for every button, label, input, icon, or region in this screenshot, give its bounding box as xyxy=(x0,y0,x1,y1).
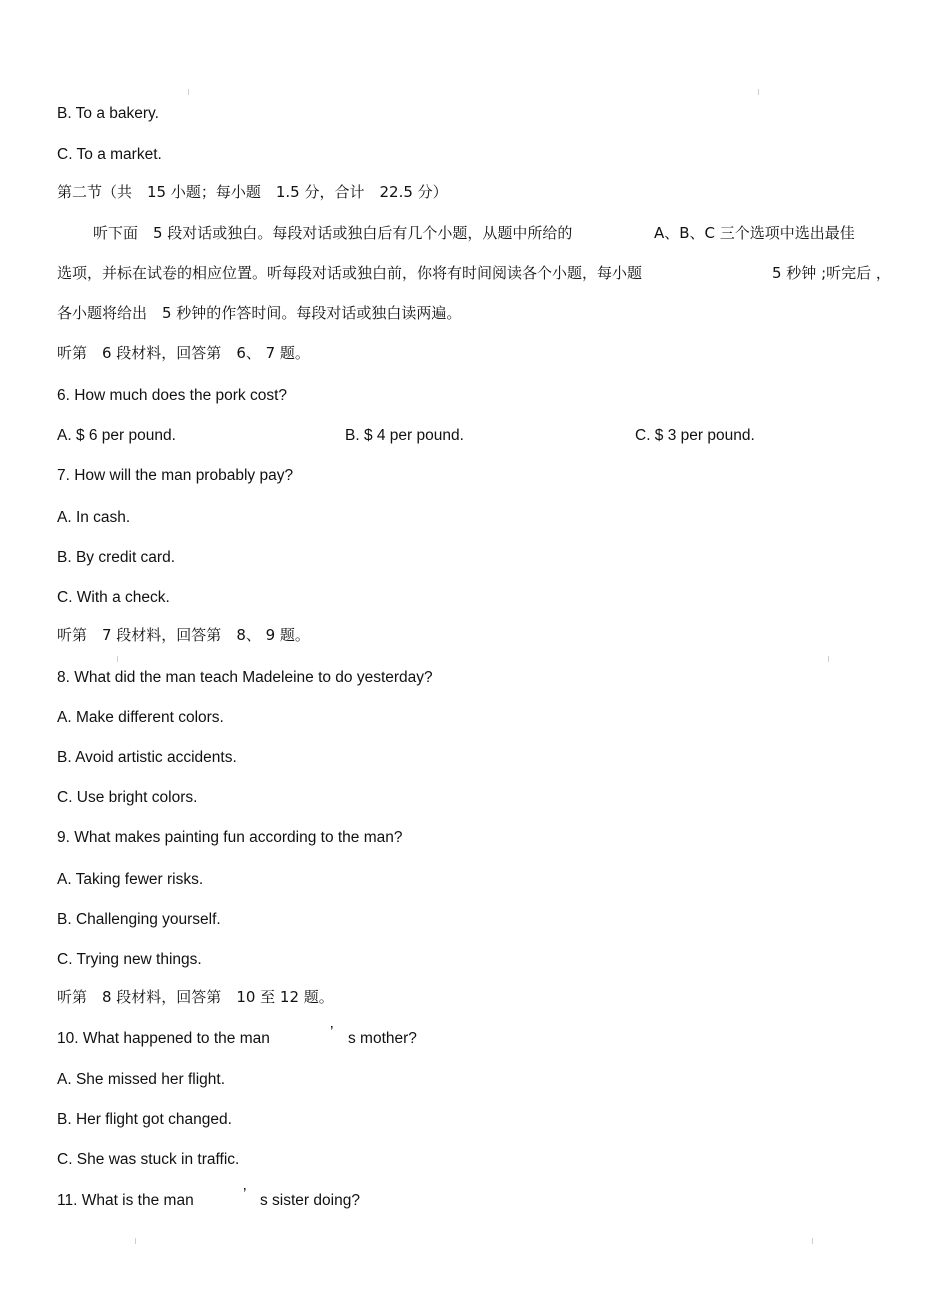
scan-mark xyxy=(117,656,118,662)
question-text: s sister doing? xyxy=(260,1192,360,1209)
option-text: B. To a bakery. xyxy=(57,105,159,122)
option-text: C. With a check. xyxy=(57,589,170,606)
scan-mark xyxy=(828,656,829,662)
instructions-text: 选项，并标在试卷的相应位置。听每段对话或独白前，你将有时间阅读各个小题，每小题 xyxy=(57,264,643,282)
option-text: C. $ 3 per pound. xyxy=(635,427,755,444)
question-text: 8. What did the man teach Madeleine to do yesterday? xyxy=(57,669,433,686)
instructions-text: 各小题将给出 5 秒钟的作答时间。每段对话或独白读两遍。 xyxy=(57,304,462,322)
question-text: s mother? xyxy=(348,1030,417,1047)
option-text: B. Challenging yourself. xyxy=(57,911,221,928)
option-text: A. $ 6 per pound. xyxy=(57,427,176,444)
option-text: B. $ 4 per pound. xyxy=(345,427,464,444)
scan-mark xyxy=(188,89,189,95)
question-text: 10. What happened to the man xyxy=(57,1030,270,1047)
material-heading: 听第 6 段材料，回答第 6、 7 题。 xyxy=(57,344,310,362)
scan-mark xyxy=(758,89,759,95)
apostrophe: ’ xyxy=(243,1186,247,1203)
scan-mark xyxy=(812,1238,813,1244)
scan-mark xyxy=(135,1238,136,1244)
material-heading: 听第 8 段材料，回答第 10 至 12 题。 xyxy=(57,988,334,1006)
option-text: C. To a market. xyxy=(57,146,162,163)
question-text: 11. What is the man xyxy=(57,1192,194,1209)
option-text: A. In cash. xyxy=(57,509,131,526)
instructions-text: 5 秒钟 ;听完后 ， xyxy=(772,264,891,282)
option-text: B. Avoid artistic accidents. xyxy=(57,749,237,766)
question-text: 7. How will the man probably pay? xyxy=(57,467,294,484)
section-heading: 第二节（共 15 小题；每小题 1.5 分，合计 22.5 分） xyxy=(57,183,448,201)
option-text: B. Her flight got changed. xyxy=(57,1111,232,1128)
question-text: 6. How much does the pork cost? xyxy=(57,387,288,404)
apostrophe: ’ xyxy=(330,1024,334,1041)
option-text: A. Taking fewer risks. xyxy=(57,871,204,888)
question-text: 9. What makes painting fun according to the man? xyxy=(57,829,403,846)
option-text: B. By credit card. xyxy=(57,549,176,566)
option-text: C. Use bright colors. xyxy=(57,789,198,806)
option-text: A. She missed her flight. xyxy=(57,1071,225,1088)
option-text: C. Trying new things. xyxy=(57,951,202,968)
material-heading: 听第 7 段材料，回答第 8、 9 题。 xyxy=(57,626,310,644)
instructions-text: 听下面 5 段对话或独白。每段对话或独白后有几个小题，从题中所给的 xyxy=(93,224,573,242)
option-text: A. Make different colors. xyxy=(57,709,224,726)
option-text: C. She was stuck in traffic. xyxy=(57,1151,240,1168)
instructions-text: A、B、C 三个选项中选出最佳 xyxy=(654,224,855,242)
